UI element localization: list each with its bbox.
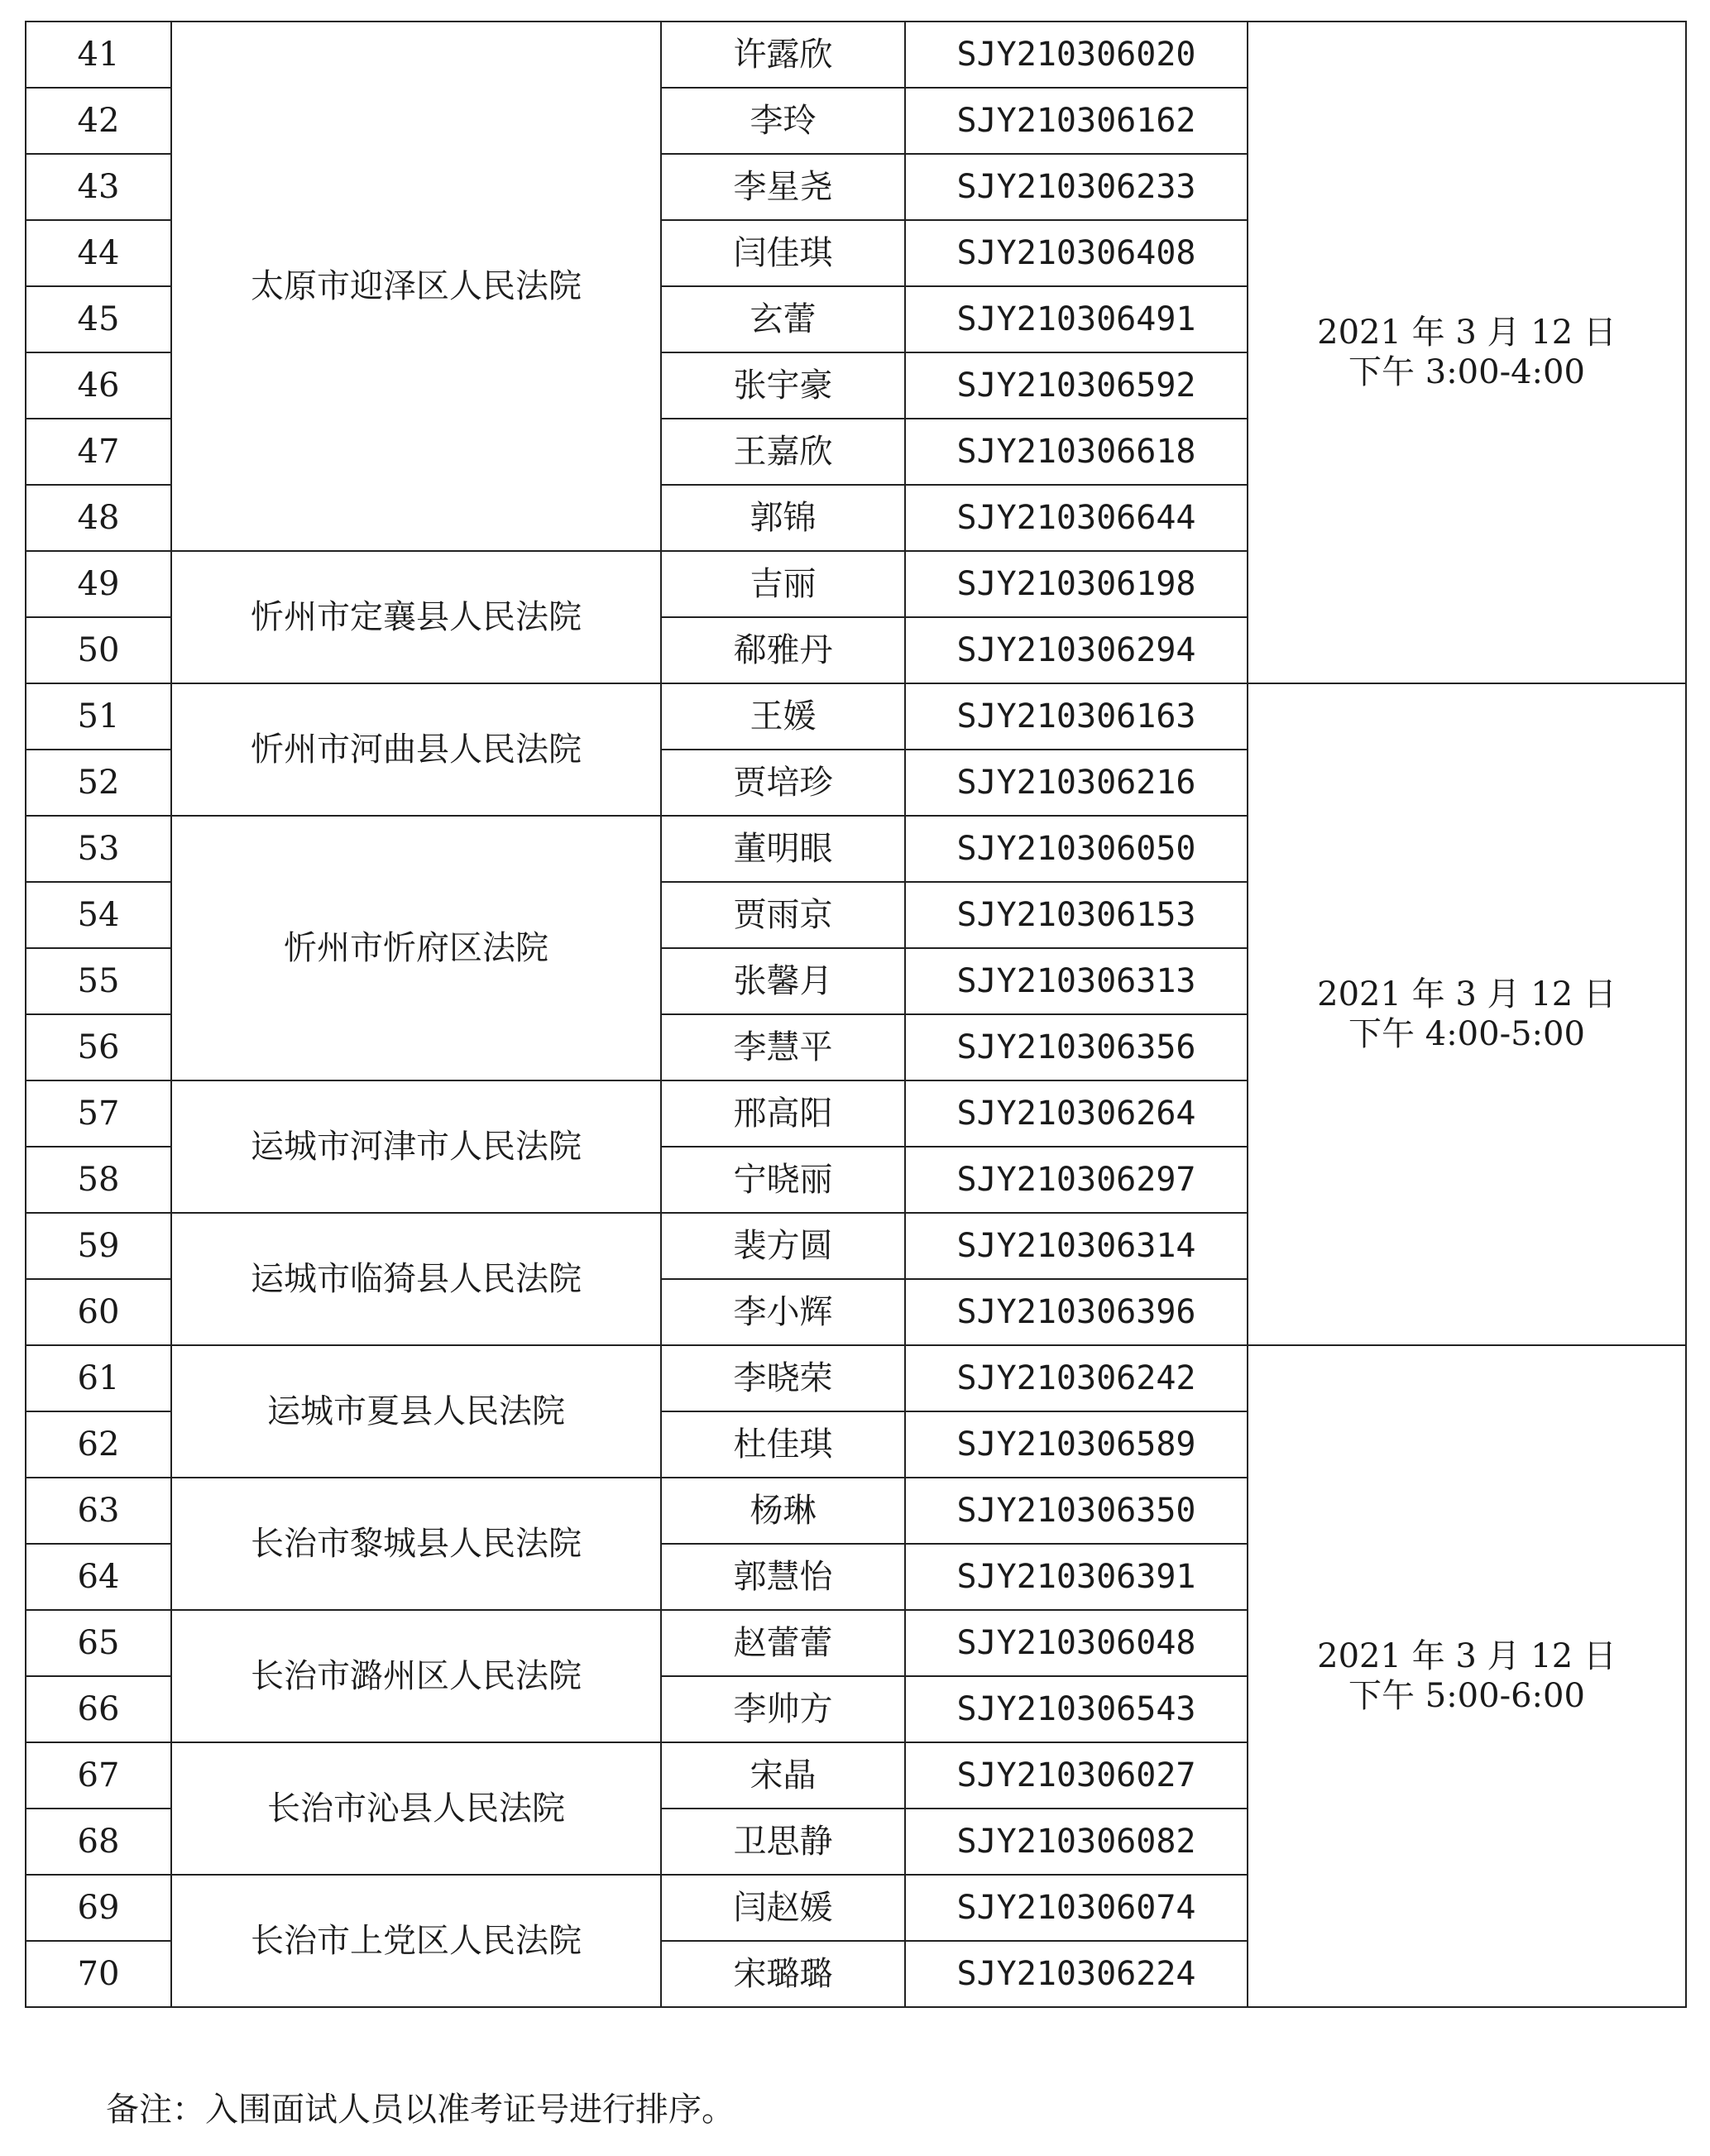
exam-ticket-number: SJY210306224	[905, 1941, 1248, 2007]
interview-slot: 下午 5:00-6:00	[1348, 1677, 1585, 1715]
court-name: 忻州市河曲县人民法院	[171, 683, 661, 816]
exam-ticket-number: SJY210306216	[905, 750, 1248, 816]
candidate-name: 张馨月	[661, 948, 905, 1014]
row-number: 46	[26, 352, 171, 419]
candidate-name: 闫赵媛	[661, 1875, 905, 1941]
row-number: 67	[26, 1742, 171, 1809]
row-number: 66	[26, 1676, 171, 1742]
exam-ticket-number: SJY210306294	[905, 617, 1248, 683]
candidate-name: 宁晓丽	[661, 1147, 905, 1213]
exam-ticket-number: SJY210306618	[905, 419, 1248, 485]
exam-ticket-number: SJY210306356	[905, 1014, 1248, 1080]
candidate-name: 李小辉	[661, 1279, 905, 1345]
table-row	[26, 22, 1686, 88]
candidate-name: 郭锦	[661, 485, 905, 551]
exam-ticket-number: SJY210306644	[905, 485, 1248, 551]
exam-ticket-number: SJY210306233	[905, 154, 1248, 220]
exam-ticket-number: SJY210306297	[905, 1147, 1248, 1213]
candidate-name: 李星尧	[661, 154, 905, 220]
interview-date: 2021 年 3 月 12 日	[1317, 975, 1617, 1013]
row-number: 68	[26, 1809, 171, 1875]
interview-date: 2021 年 3 月 12 日	[1317, 314, 1617, 352]
candidate-name: 王嘉欣	[661, 419, 905, 485]
court-name: 忻州市定襄县人民法院	[171, 551, 661, 683]
court-name: 太原市迎泽区人民法院	[171, 22, 661, 551]
exam-ticket-number: SJY210306027	[905, 1742, 1248, 1809]
exam-ticket-number: SJY210306048	[905, 1610, 1248, 1676]
row-number: 48	[26, 485, 171, 551]
row-number: 58	[26, 1147, 171, 1213]
candidate-name: 裴方圆	[661, 1213, 905, 1279]
row-number: 49	[26, 551, 171, 617]
exam-ticket-number: SJY210306408	[905, 220, 1248, 286]
row-number: 59	[26, 1213, 171, 1279]
row-number: 47	[26, 419, 171, 485]
row-number: 43	[26, 154, 171, 220]
interview-slot: 下午 4:00-5:00	[1348, 1015, 1585, 1053]
exam-ticket-number: SJY210306264	[905, 1080, 1248, 1147]
court-name: 运城市夏县人民法院	[171, 1345, 661, 1478]
candidate-name: 李晓荣	[661, 1345, 905, 1411]
candidate-name: 郭慧怡	[661, 1544, 905, 1610]
candidate-name: 李帅方	[661, 1676, 905, 1742]
exam-ticket-number: SJY210306153	[905, 882, 1248, 948]
interview-schedule-table	[25, 21, 1687, 2008]
candidate-name: 邢高阳	[661, 1080, 905, 1147]
row-number: 52	[26, 750, 171, 816]
exam-ticket-number: SJY210306163	[905, 683, 1248, 750]
interview-slot: 下午 3:00-4:00	[1348, 353, 1585, 391]
row-number: 45	[26, 286, 171, 352]
candidate-name: 贾雨京	[661, 882, 905, 948]
court-name: 长治市黎城县人民法院	[171, 1478, 661, 1610]
row-number: 54	[26, 882, 171, 948]
candidate-name: 宋晶	[661, 1742, 905, 1809]
exam-ticket-number: SJY210306491	[905, 286, 1248, 352]
candidate-name: 闫佳琪	[661, 220, 905, 286]
exam-ticket-number: SJY210306391	[905, 1544, 1248, 1610]
row-number: 69	[26, 1875, 171, 1941]
exam-ticket-number: SJY210306050	[905, 816, 1248, 882]
interview-time	[1248, 683, 1686, 1345]
candidate-name: 李慧平	[661, 1014, 905, 1080]
row-number: 56	[26, 1014, 171, 1080]
exam-ticket-number: SJY210306198	[905, 551, 1248, 617]
exam-ticket-number: SJY210306314	[905, 1213, 1248, 1279]
exam-ticket-number: SJY210306350	[905, 1478, 1248, 1544]
candidate-name: 张宇豪	[661, 352, 905, 419]
court-name: 长治市潞州区人民法院	[171, 1610, 661, 1742]
row-number: 70	[26, 1941, 171, 2007]
candidate-name: 吉丽	[661, 551, 905, 617]
exam-ticket-number: SJY210306020	[905, 22, 1248, 88]
row-number: 64	[26, 1544, 171, 1610]
candidate-name: 宋璐璐	[661, 1941, 905, 2007]
candidate-name: 许露欣	[661, 22, 905, 88]
candidate-name: 郗雅丹	[661, 617, 905, 683]
table-row	[26, 683, 1686, 750]
row-number: 57	[26, 1080, 171, 1147]
row-number: 41	[26, 22, 171, 88]
candidate-name: 李玲	[661, 88, 905, 154]
court-name: 运城市临猗县人民法院	[171, 1213, 661, 1345]
exam-ticket-number: SJY210306162	[905, 88, 1248, 154]
exam-ticket-number: SJY210306543	[905, 1676, 1248, 1742]
interview-time	[1248, 22, 1686, 683]
exam-ticket-number: SJY210306589	[905, 1411, 1248, 1478]
candidate-name: 卫思静	[661, 1809, 905, 1875]
row-number: 51	[26, 683, 171, 750]
court-name: 长治市沁县人民法院	[171, 1742, 661, 1875]
court-name: 忻州市忻府区法院	[171, 816, 661, 1080]
interview-time	[1248, 1345, 1686, 2007]
court-name: 运城市河津市人民法院	[171, 1080, 661, 1213]
row-number: 53	[26, 816, 171, 882]
exam-ticket-number: SJY210306592	[905, 352, 1248, 419]
exam-ticket-number: SJY210306396	[905, 1279, 1248, 1345]
table-row	[26, 1345, 1686, 1411]
candidate-name: 赵蕾蕾	[661, 1610, 905, 1676]
candidate-name: 玄蕾	[661, 286, 905, 352]
candidate-name: 董明眼	[661, 816, 905, 882]
exam-ticket-number: SJY210306242	[905, 1345, 1248, 1411]
row-number: 63	[26, 1478, 171, 1544]
candidate-name: 杜佳琪	[661, 1411, 905, 1478]
row-number: 44	[26, 220, 171, 286]
exam-ticket-number: SJY210306074	[905, 1875, 1248, 1941]
row-number: 65	[26, 1610, 171, 1676]
row-number: 55	[26, 948, 171, 1014]
candidate-name: 王媛	[661, 683, 905, 750]
row-number: 62	[26, 1411, 171, 1478]
row-number: 50	[26, 617, 171, 683]
row-number: 60	[26, 1279, 171, 1345]
row-number: 61	[26, 1345, 171, 1411]
footnote: 备注：入围面试人员以准考证号进行排序。	[106, 2091, 735, 2129]
candidate-name: 贾培珍	[661, 750, 905, 816]
exam-ticket-number: SJY210306082	[905, 1809, 1248, 1875]
interview-date: 2021 年 3 月 12 日	[1317, 1637, 1617, 1675]
court-name: 长治市上党区人民法院	[171, 1875, 661, 2007]
exam-ticket-number: SJY210306313	[905, 948, 1248, 1014]
candidate-name: 杨琳	[661, 1478, 905, 1544]
row-number: 42	[26, 88, 171, 154]
